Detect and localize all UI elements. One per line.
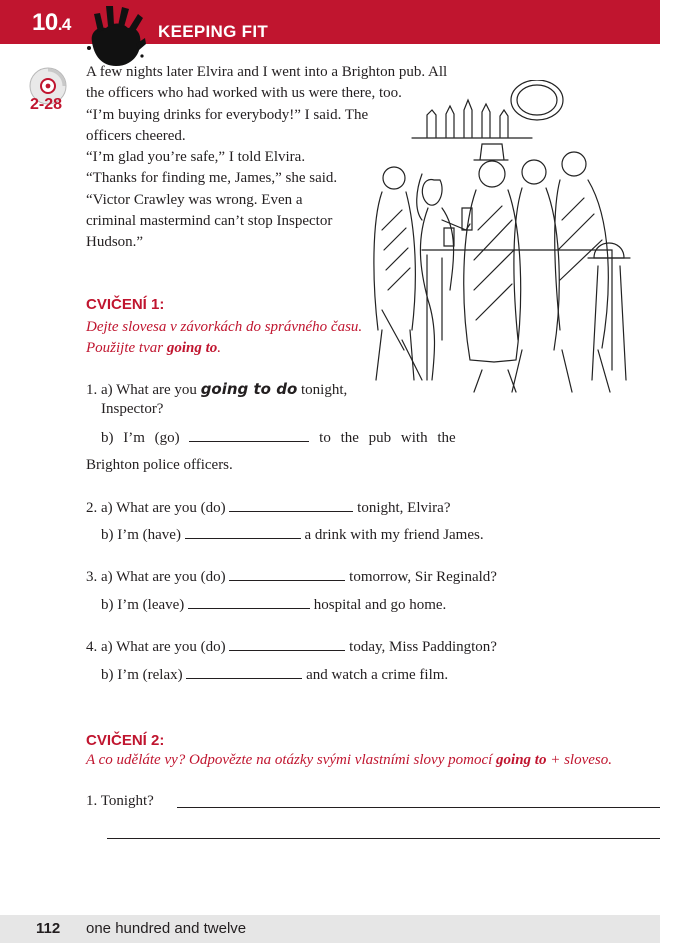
exercise1-instruction-line1: Dejte slovesa v závorkách do správného času. — [86, 319, 363, 335]
story-line: “I’m glad you’re safe,” I told Elvira. — [86, 149, 306, 166]
q1-a-suffix: tonight, — [297, 382, 348, 398]
q4-number: 4. — [86, 639, 98, 655]
q1-line-b — [101, 429, 456, 447]
pub-illustration — [362, 80, 662, 402]
q4-b-prompt: b) I’m (relax) — [101, 667, 183, 683]
q4-b-answer-blank[interactable] — [186, 666, 302, 679]
instr-bold: going to — [166, 340, 218, 356]
q2-b-prompt: b) I’m (have) — [101, 527, 181, 543]
ex2-answer-line-1[interactable] — [177, 807, 660, 808]
q3-b-prompt: b) I’m (leave) — [101, 597, 185, 613]
q1-line-b-cont: Brighton police officers. — [86, 457, 233, 473]
q2-line-b — [101, 526, 484, 544]
q2-b-suffix: a drink with my friend James. — [304, 527, 484, 543]
q1-answer-blank[interactable] — [189, 429, 309, 442]
q4-line-a — [86, 638, 497, 656]
instr-text: . — [217, 340, 222, 356]
section-number-main: 10 — [32, 9, 58, 36]
q1-b-suffix: to the pub with the — [319, 430, 456, 446]
q3-a-suffix: tomorrow, Sir Reginald? — [349, 569, 497, 585]
story-line: “Victor Crawley was wrong. Even a — [86, 191, 303, 208]
q4-b-suffix: and watch a crime film. — [306, 667, 449, 683]
page-number: 112 — [36, 920, 61, 937]
instr-text: Použijte tvar — [86, 340, 167, 356]
story-line: officers cheered. — [86, 127, 186, 144]
exercise2-title: CVIČENÍ 2: — [86, 732, 165, 749]
q3-a-answer-blank[interactable] — [229, 568, 345, 581]
q3-b-answer-blank[interactable] — [188, 596, 310, 609]
exercise1-title: CVIČENÍ 1: — [86, 296, 165, 313]
q3-number: 3. — [86, 569, 98, 585]
q1-example-answer: going to do — [200, 380, 298, 398]
q3-line-b — [101, 596, 446, 614]
q4-a-prompt: a) What are you (do) — [101, 639, 226, 655]
q3-line-a — [86, 568, 497, 586]
section-number — [32, 9, 71, 37]
instr-text: A co uděláte vy? Odpovězte na otázky svými vlastními slovy pomocí — [86, 752, 497, 768]
story-line: “Thanks for finding me, James,” she said. — [86, 170, 338, 187]
q1-line-a-cont: Inspector? — [101, 401, 164, 417]
q1-line-a — [86, 380, 347, 399]
q2-line-a — [86, 499, 450, 517]
page-footer — [0, 915, 660, 943]
story-line: criminal mastermind can’t stop Inspector — [86, 213, 333, 230]
q2-a-prompt: a) What are you (do) — [101, 500, 226, 516]
story-line: the officers who had worked with us were there, too. — [86, 85, 402, 102]
q4-a-suffix: today, Miss Paddington? — [349, 639, 497, 655]
section-number-sub: .4 — [57, 15, 71, 34]
q3-a-prompt: a) What are you (do) — [101, 569, 226, 585]
page-number-words: one hundred and twelve — [86, 920, 247, 937]
audio-track-number: 2-28 — [30, 96, 63, 113]
section-title: KEEPING FIT — [158, 22, 269, 41]
exercise1-instruction-line2 — [86, 338, 362, 359]
story-line: “I’m buying drinks for everybody!” I said. The — [86, 106, 369, 123]
ex2-answer-line-2[interactable] — [107, 838, 660, 839]
exercise2-instruction — [86, 750, 612, 771]
ex2-q1-label: 1. Tonight? — [86, 793, 154, 809]
q4-a-answer-blank[interactable] — [229, 638, 345, 651]
q2-number: 2. — [86, 500, 98, 516]
q1-b-prompt: b) I’m (go) — [101, 430, 180, 446]
exercise1-instruction — [86, 317, 362, 359]
q2-a-answer-blank[interactable] — [229, 499, 353, 512]
q1-a-prompt: a) What are you — [101, 382, 201, 398]
q4-line-b — [101, 666, 448, 684]
instr-bold: going to — [496, 752, 547, 768]
story-line: A few nights later Elvira and I went into a Brighton pub. All — [86, 64, 448, 80]
story-line: Hudson.” — [86, 234, 144, 251]
q2-a-suffix: tonight, Elvira? — [357, 500, 451, 516]
instr-text: + sloveso. — [546, 752, 612, 768]
q1-number: 1. — [86, 382, 98, 398]
handprint-icon — [84, 4, 146, 68]
q3-b-suffix: hospital and go home. — [313, 597, 447, 613]
q2-b-answer-blank[interactable] — [185, 526, 301, 539]
